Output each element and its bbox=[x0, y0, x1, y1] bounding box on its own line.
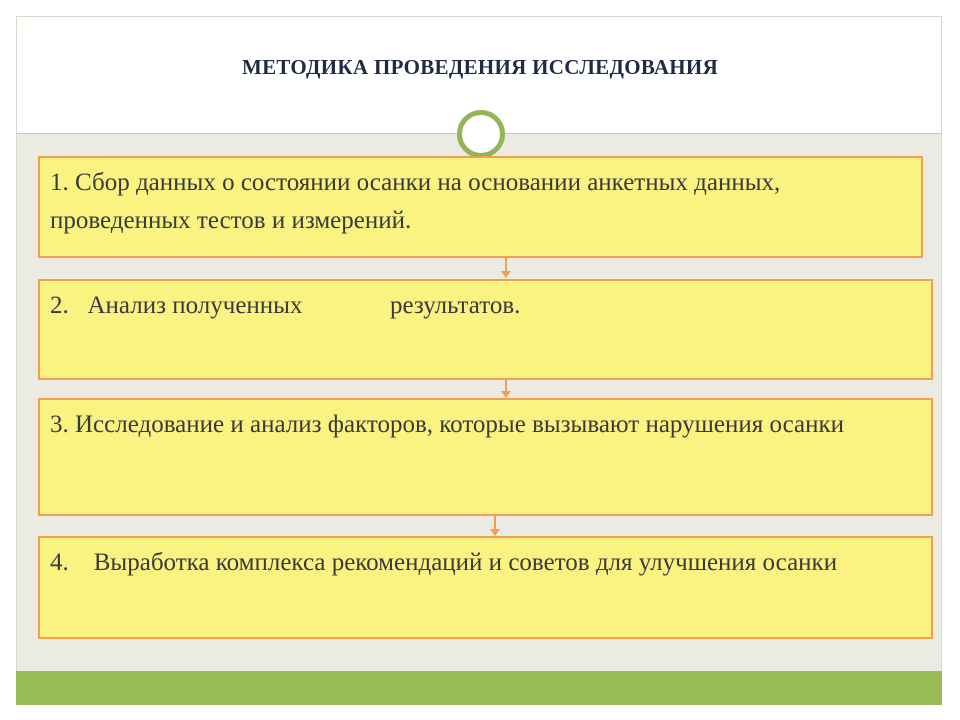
connector-3-4 bbox=[494, 516, 496, 530]
step-box-2 bbox=[38, 279, 933, 380]
divider-circle-ornament bbox=[457, 110, 505, 158]
step-box-1 bbox=[38, 156, 923, 258]
step-box-4 bbox=[38, 536, 933, 639]
arrowhead-1-2 bbox=[501, 271, 511, 278]
arrowhead-2-3 bbox=[501, 391, 511, 398]
footer-bar bbox=[16, 671, 942, 705]
step-box-3 bbox=[38, 398, 933, 516]
slide-title: МЕТОДИКА ПРОВЕДЕНИЯ ИССЛЕДОВАНИЯ bbox=[241, 55, 719, 79]
step-text-2: 2. Анализ полученных результатов. bbox=[50, 292, 521, 319]
step-text-4: 4. Выработка комплекса рекомендаций и советов для улучшения осанки bbox=[50, 549, 838, 576]
step-text-1: 1. Сбор данных о состоянии осанки на основании анкетных данных, проведенных тестов и измерений. bbox=[50, 169, 793, 234]
connector-1-2 bbox=[505, 258, 507, 272]
arrowhead-3-4 bbox=[490, 529, 500, 536]
step-text-3: 3. Исследование и анализ факторов, которые вызывают нарушения осанки bbox=[50, 411, 844, 438]
